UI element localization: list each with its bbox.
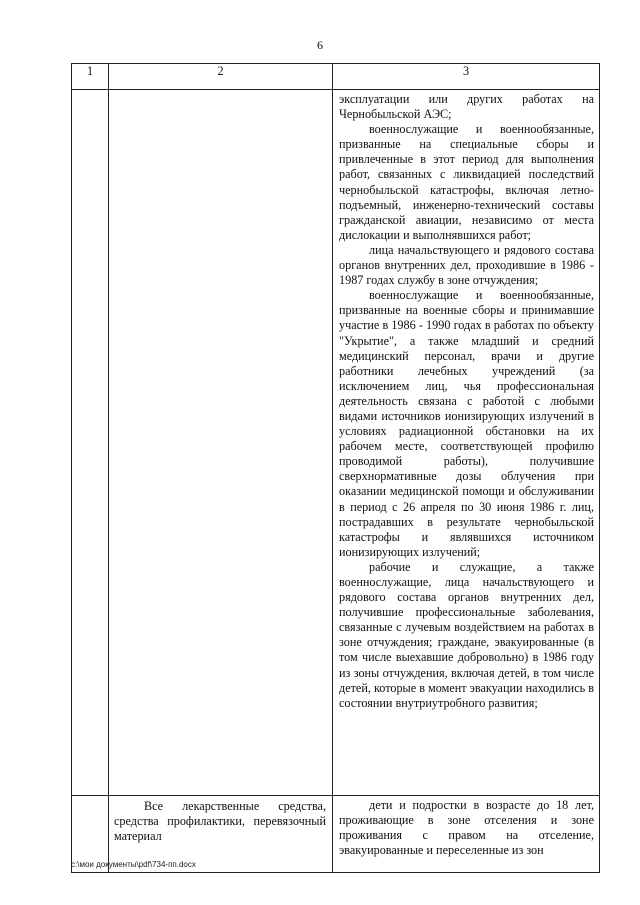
file-path-footer: c:\мои документы\pdf\734-пп.docx <box>71 860 196 869</box>
header-col-3: 3 <box>333 64 600 90</box>
category-paragraph: военнослужащие и военнообязанные, призванные на военные сборы и принимавшие участие в 1986 - 1990 годах в работах по объекту "Укрытие", а также младший и средний медицинский персонал, врачи и другие работники лечебных учреждений (за исключением лиц, чья профессиональная деятельность связана с работой с любыми видами источников ионизирующих излучений в условиях радиационной обстановки на их рабочем месте, соответствующей профилю проводимой работы), получившие сверхнормативные дозы облучения при оказании медицинской помощи и обслуживании в период с 26 апреля по 30 июня 1986 г. лиц, пострадавших в результате чернобыльской катастрофы и являвшихся источником ионизирующих излучений; <box>339 288 594 559</box>
row2-col3 <box>333 796 600 873</box>
header-col-2: 2 <box>109 64 333 90</box>
table-row <box>72 90 600 796</box>
row1-col2 <box>109 90 333 796</box>
medicines-description: Все лекарственные средства, средства профилактики, перевязочный материал <box>114 799 326 844</box>
category-paragraph: лица начальствующего и рядового состава органов внутренних дел, проходившие в 1986 - 1987 годах службу в зоне отчуждения; <box>339 242 594 288</box>
category-paragraph: рабочие и служащие, а также военнослужащие, лица начальствующего и рядового состава органов внутренних дел, получившие профессиональные заболевания, связанные с лучевым воздействием на работах в зоне отчуждения; граждане, эвакуированные (в том числе выехавшие добровольно) в 1986 году из зоны отчуждения, включая детей, в том числе детей, которые в момент эвакуации находились в состоянии внутриутробного развития; <box>339 559 594 710</box>
page-number: 6 <box>317 38 323 52</box>
row1-category-list <box>333 90 599 711</box>
category-paragraph: военнослужащие и военнообязанные, призванные на специальные сборы и привлеченные в этот период для выполнения работ, связанных с ликвидацией последствий чернобыльской катастрофы, включая летно-подъемный, инженерно-технический составы гражданской авиации, независимо от места дислокации и выполнявшихся работ; <box>339 122 594 242</box>
category-paragraph: дети и подростки в возрасте до 18 лет, проживающие в зоне отселения и зоне проживания с правом на отселение, эвакуированные и переселенные из зон <box>339 798 594 858</box>
header-col-1: 1 <box>72 64 109 90</box>
category-paragraph: эксплуатации или других работах на Чернобыльской АЭС; <box>339 92 594 122</box>
row1-col1 <box>72 90 109 796</box>
row1-col3 <box>333 90 600 796</box>
benefits-table <box>71 63 600 873</box>
table-header-row <box>72 64 600 90</box>
